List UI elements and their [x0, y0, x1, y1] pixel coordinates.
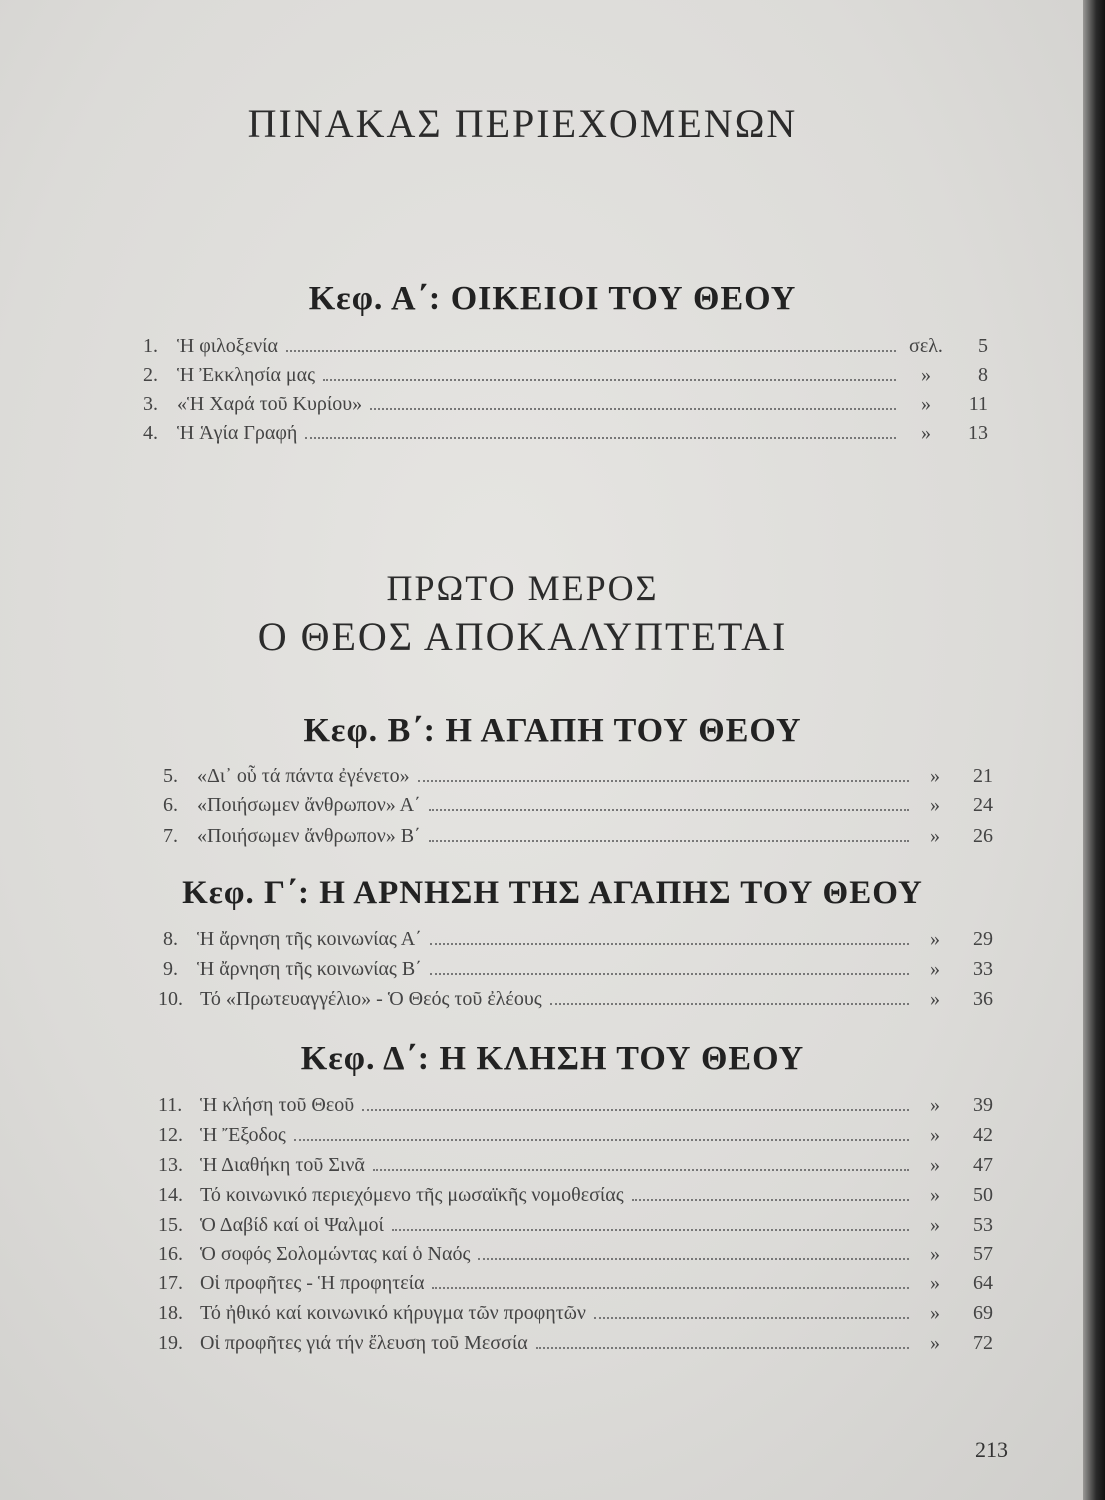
entry-page-marker: » — [930, 765, 940, 787]
entry-title: «Ποιήσωμεν ἄνθρωπον» Β΄ — [197, 825, 421, 847]
toc-entry — [143, 422, 988, 450]
dot-leader — [323, 365, 896, 381]
part-title: ΠΡΩΤΟ ΜΕΡΟΣ — [386, 568, 659, 608]
entry-number: 16. — [158, 1243, 183, 1265]
toc-entry — [163, 958, 993, 986]
entry-title: Τό ἠθικό καί κοινωνικό κήρυγμα τῶν προφητῶν — [200, 1302, 586, 1324]
entry-number: 5. — [163, 765, 178, 787]
entry-page-number: 53 — [973, 1214, 993, 1236]
entry-page-number: 24 — [973, 794, 993, 816]
entry-page-marker: » — [930, 825, 940, 847]
contents-title: ΠΙΝΑΚΑΣ ΠΕΡΙΕΧΟΜΕΝΩΝ — [247, 101, 798, 146]
part-subtitle: Ο ΘΕΟΣ ΑΠΟΚΑΛΥΠΤΕΤΑΙ — [257, 614, 788, 659]
entry-page-number: 13 — [968, 422, 988, 444]
toc-entry — [143, 335, 988, 363]
dot-leader — [294, 1125, 909, 1141]
entry-title: Ὁ Δαβίδ καί οἱ Ψαλμοί — [200, 1214, 384, 1236]
entry-page-marker: » — [921, 393, 931, 415]
entry-page-number: 64 — [973, 1272, 993, 1294]
toc-entry — [158, 1214, 993, 1242]
entry-page-marker: » — [930, 958, 940, 980]
entry-page-marker: » — [930, 1154, 940, 1176]
toc-entry — [143, 393, 988, 421]
dot-leader — [373, 1155, 909, 1171]
toc-entry — [163, 765, 993, 793]
entry-title: Ἡ Ἁγία Γραφή — [177, 422, 298, 444]
entry-title: «Ἡ Χαρά τοῦ Κυρίου» — [177, 393, 363, 415]
entry-page-marker: » — [930, 794, 940, 816]
entry-page-number: 21 — [973, 765, 993, 787]
entry-title: «Δι᾽ οὗ τά πάντα ἐγένετο» — [197, 765, 410, 787]
dot-leader — [536, 1333, 909, 1349]
entry-number: 8. — [163, 928, 178, 950]
toc-entry — [163, 928, 993, 956]
entry-page-marker: » — [930, 988, 940, 1010]
dot-leader — [478, 1244, 909, 1260]
chapter-b-heading: Κεφ. Β΄: Η ΑΓΑΠΗ ΤΟΥ ΘΕΟΥ — [303, 712, 802, 749]
entry-number: 2. — [143, 364, 158, 386]
toc-entry — [163, 825, 993, 853]
entry-page-number: 26 — [973, 825, 993, 847]
entry-page-number: 33 — [973, 958, 993, 980]
toc-entry — [143, 364, 988, 392]
dot-leader — [432, 1273, 909, 1289]
entry-page-number: 47 — [973, 1154, 993, 1176]
dot-leader — [370, 394, 896, 410]
dot-leader — [594, 1303, 909, 1319]
entry-page-number: 69 — [973, 1302, 993, 1324]
entry-page-marker: » — [921, 364, 931, 386]
toc-entry — [158, 1124, 993, 1152]
entry-page-number: 11 — [968, 393, 988, 415]
toc-entry — [158, 1094, 993, 1122]
entry-number: 15. — [158, 1214, 183, 1236]
entry-page-marker: » — [930, 1214, 940, 1236]
entry-title: Ἡ ἄρνηση τῆς κοινωνίας Β΄ — [197, 958, 422, 980]
dot-leader — [286, 336, 896, 352]
entry-page-marker: σελ. — [909, 335, 943, 357]
entry-number: 7. — [163, 825, 178, 847]
dot-leader — [392, 1215, 909, 1231]
entry-title: Ἡ Διαθήκη τοῦ Σινᾶ — [200, 1154, 365, 1176]
entry-page-marker: » — [930, 1332, 940, 1354]
dot-leader — [362, 1095, 909, 1111]
dot-leader — [550, 989, 909, 1005]
entry-page-number: 5 — [978, 335, 988, 357]
entry-number: 6. — [163, 794, 178, 816]
entry-number: 11. — [158, 1094, 183, 1116]
entry-page-marker: » — [930, 1124, 940, 1146]
entry-number: 17. — [158, 1272, 183, 1294]
dot-leader — [430, 929, 909, 945]
entry-title: Ἡ ἄρνηση τῆς κοινωνίας Α΄ — [197, 928, 422, 950]
entry-number: 14. — [158, 1184, 183, 1206]
toc-entry — [163, 794, 993, 822]
entry-page-number: 8 — [978, 364, 988, 386]
dot-leader — [418, 766, 909, 782]
entry-page-marker: » — [921, 422, 931, 444]
entry-page-number: 57 — [973, 1243, 993, 1265]
entry-title: Ἡ φιλοξενία — [177, 335, 279, 357]
entry-page-number: 72 — [973, 1332, 993, 1354]
entry-page-number: 50 — [973, 1184, 993, 1206]
toc-entry — [158, 988, 993, 1016]
chapter-c-heading: Κεφ. Γ΄: Η ΑΡΝΗΣΗ ΤΗΣ ΑΓΑΠΗΣ ΤΟΥ ΘΕΟΥ — [182, 875, 923, 911]
entry-page-marker: » — [930, 1243, 940, 1265]
dot-leader — [632, 1185, 909, 1201]
dot-leader — [429, 826, 909, 842]
toc-entry — [158, 1332, 993, 1360]
entry-page-number: 29 — [973, 928, 993, 950]
entry-title: Ἡ κλήση τοῦ Θεοῦ — [200, 1094, 355, 1116]
entry-number: 1. — [143, 335, 158, 357]
entry-title: Ἡ Ἐκκλησία μας — [177, 364, 316, 386]
entry-page-marker: » — [930, 1094, 940, 1116]
entry-page-number: 39 — [973, 1094, 993, 1116]
entry-number: 18. — [158, 1302, 183, 1324]
dot-leader — [305, 423, 896, 439]
entry-title: «Ποιήσωμεν ἄνθρωπον» Α΄ — [197, 794, 421, 816]
page-number: 213 — [975, 1437, 1008, 1462]
toc-entry — [158, 1154, 993, 1182]
entry-number: 3. — [143, 393, 158, 415]
toc-entry — [158, 1272, 993, 1300]
toc-entry — [158, 1184, 993, 1212]
chapter-d-heading: Κεφ. Δ΄: Η ΚΛΗΣΗ ΤΟΥ ΘΕΟΥ — [300, 1040, 805, 1077]
entry-title: Τό «Πρωτευαγγέλιο» - Ὁ Θεός τοῦ ἐλέους — [200, 988, 542, 1010]
entry-number: 4. — [143, 422, 158, 444]
entry-number: 19. — [158, 1332, 183, 1354]
entry-page-marker: » — [930, 1302, 940, 1324]
entry-page-marker: » — [930, 928, 940, 950]
entry-number: 12. — [158, 1124, 183, 1146]
binding-shadow — [1083, 0, 1105, 1500]
toc-entry — [158, 1302, 993, 1330]
entry-page-marker: » — [930, 1184, 940, 1206]
chapter-a-heading: Κεφ. Α΄: ΟΙΚΕΙΟΙ ΤΟΥ ΘΕΟΥ — [308, 280, 797, 317]
entry-title: Οἱ προφῆτες γιά τήν ἔλευση τοῦ Μεσσία — [200, 1332, 528, 1354]
dot-leader — [429, 795, 909, 811]
entry-number: 10. — [158, 988, 183, 1010]
entry-page-number: 42 — [973, 1124, 993, 1146]
entry-title: Ἡ Ἔξοδος — [200, 1124, 286, 1146]
toc-entry — [158, 1243, 993, 1271]
entry-page-marker: » — [930, 1272, 940, 1294]
entry-number: 13. — [158, 1154, 183, 1176]
entry-title: Οἱ προφῆτες - Ἡ προφητεία — [200, 1272, 425, 1294]
dot-leader — [430, 959, 909, 975]
entry-title: Ὁ σοφός Σολομώντας καί ὁ Ναός — [200, 1243, 471, 1265]
entry-number: 9. — [163, 958, 178, 980]
entry-page-number: 36 — [973, 988, 993, 1010]
entry-title: Τό κοινωνικό περιεχόμενο τῆς μωσαϊκῆς νομοθεσίας — [200, 1184, 624, 1206]
